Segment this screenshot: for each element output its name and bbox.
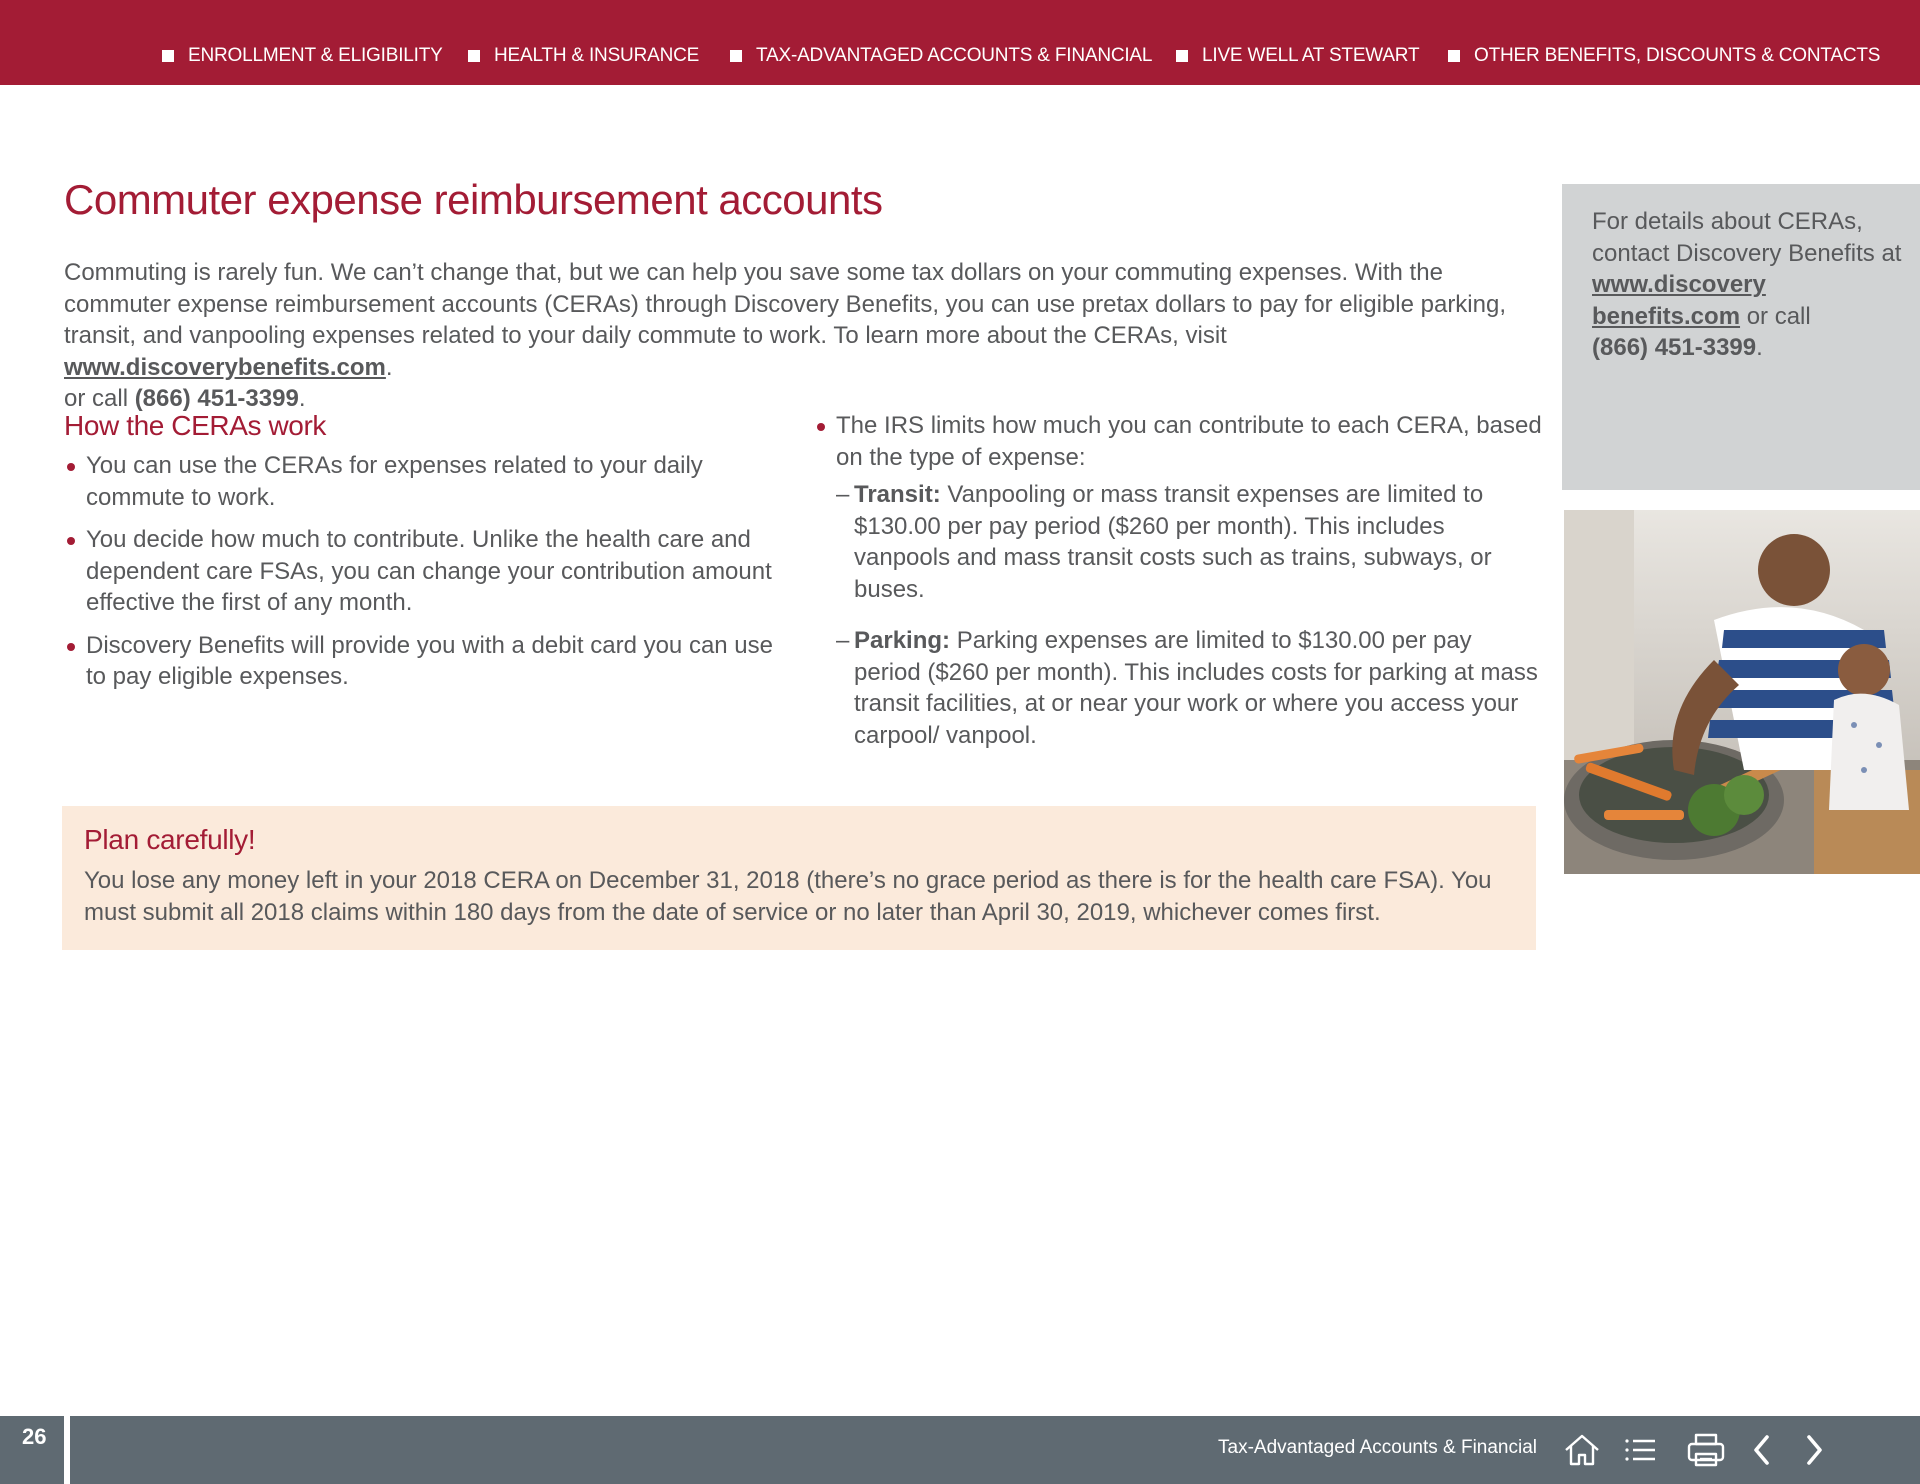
intro-call-prefix: or call bbox=[64, 385, 135, 412]
intro-call-suffix: . bbox=[298, 385, 306, 412]
nav-item-live-well[interactable] bbox=[1176, 43, 1419, 69]
bullet-square-icon bbox=[1448, 50, 1460, 62]
parking-text: Parking expenses are limited to $130.00 per pay period ($260 per month). This includes costs for parking at mass transit facilities, at or near your work or where you access your carpool/ vanpool. bbox=[854, 627, 1538, 749]
transit-text: Vanpooling or mass transit expenses are limited to $130.00 per pay period ($260 per month). This includes vanpools and mass transit costs such as trains, subways, or buses. bbox=[854, 481, 1492, 603]
plan-carefully-callout bbox=[62, 806, 1536, 950]
how-ceras-work-list bbox=[64, 450, 774, 693]
callout-title: Plan carefully! bbox=[84, 824, 256, 855]
intro-text: Commuting is rarely fun. We can’t change that, but we can help you save some tax dollars on your commuting expenses. With the commuter expense reimbursement accounts (CERAs) through Discovery Benefits, you can use pretax dollars to pay for eligible parking, transit, and vanpooling expenses related to your daily commute to work. To learn more about the CERAs, visit bbox=[64, 259, 1507, 349]
home-icon[interactable] bbox=[1560, 1428, 1604, 1472]
bullet-square-icon bbox=[468, 50, 480, 62]
page-number: 26 bbox=[22, 1424, 47, 1449]
nav-item-label: HEALTH & INSURANCE bbox=[494, 45, 700, 66]
nav-item-health[interactable] bbox=[468, 43, 699, 69]
nav-item-other-benefits[interactable] bbox=[1448, 43, 1880, 69]
sidebar-link-part-1: www.discovery bbox=[1592, 271, 1766, 298]
list-item: You can use the CERAs for expenses related to your daily commute to work. bbox=[64, 450, 774, 513]
page-number-box bbox=[0, 1416, 64, 1484]
sidebar-text-end: . bbox=[1756, 334, 1763, 361]
footer-section-title: Tax-Advantaged Accounts & Financial bbox=[1218, 1437, 1537, 1458]
intro-period: . bbox=[385, 353, 393, 381]
print-icon[interactable] bbox=[1684, 1428, 1728, 1472]
irs-limits-list bbox=[814, 410, 1544, 473]
footer-bar bbox=[70, 1416, 1920, 1484]
nav-item-enrollment[interactable] bbox=[162, 43, 443, 69]
chevron-left-icon[interactable] bbox=[1740, 1428, 1784, 1472]
sidebar-phone-number: (866) 451-3399 bbox=[1592, 334, 1757, 361]
nav-item-tax-advantaged[interactable] bbox=[730, 43, 1152, 69]
sidebar-text-call: or call bbox=[1740, 302, 1811, 330]
how-ceras-work-heading: How the CERAs work bbox=[64, 410, 326, 441]
page-title: Commuter expense reimbursement accounts bbox=[64, 176, 883, 223]
list-item: You decide how much to contribute. Unlike the health care and dependent care FSAs, you can change your contribution amount effective the first of any month. bbox=[64, 524, 774, 619]
top-navigation bbox=[0, 0, 1920, 85]
nav-item-label: TAX-ADVANTAGED ACCOUNTS & FINANCIAL bbox=[756, 45, 1153, 66]
parking-label: Parking: bbox=[854, 627, 951, 654]
dash-marker: – bbox=[836, 481, 850, 508]
bullet-square-icon bbox=[730, 50, 742, 62]
sidebar-text-intro: For details about CERAs, contact Discovery Benefits at bbox=[1592, 208, 1902, 267]
family-cooking-photo bbox=[1564, 510, 1920, 874]
bullet-square-icon bbox=[1176, 50, 1188, 62]
nav-item-label: LIVE WELL AT STEWART bbox=[1202, 45, 1420, 66]
how-ceras-work-section bbox=[64, 410, 774, 704]
transit-limit-item bbox=[814, 479, 1544, 605]
list-item: Discovery Benefits will provide you with a debit card you can use to pay eligible expenses. bbox=[64, 630, 774, 693]
list-item: The IRS limits how much you can contribute to each CERA, based on the type of expense: bbox=[814, 410, 1544, 473]
dash-marker: – bbox=[836, 627, 850, 654]
bullet-square-icon bbox=[162, 50, 174, 62]
photo-illustration bbox=[1564, 510, 1920, 874]
parking-limit-item bbox=[814, 625, 1544, 751]
sidebar-text bbox=[1592, 206, 1902, 364]
nav-item-label: ENROLLMENT & ELIGIBILITY bbox=[188, 45, 443, 66]
irs-limits-section bbox=[814, 410, 1544, 771]
intro-phone-number: (866) 451-3399 bbox=[134, 385, 299, 412]
intro-paragraph bbox=[64, 257, 1524, 415]
sidebar-link-part-2: benefits.com bbox=[1592, 302, 1741, 330]
contact-sidebar bbox=[1562, 184, 1920, 490]
list-icon[interactable] bbox=[1618, 1428, 1662, 1472]
chevron-right-icon[interactable] bbox=[1792, 1428, 1836, 1472]
callout-text: You lose any money left in your 2018 CERA on December 31, 2018 (there’s no grace period as there is for the health care FSA). You must submit all 2018 claims within 180 days from the date of service or no later than April 30, 2019, whichever comes first. bbox=[84, 867, 1492, 926]
discovery-benefits-link[interactable]: www.discoverybenefits.com bbox=[64, 353, 386, 381]
transit-label: Transit: bbox=[854, 481, 941, 508]
nav-item-label: OTHER BENEFITS, DISCOUNTS & CONTACTS bbox=[1474, 45, 1881, 66]
